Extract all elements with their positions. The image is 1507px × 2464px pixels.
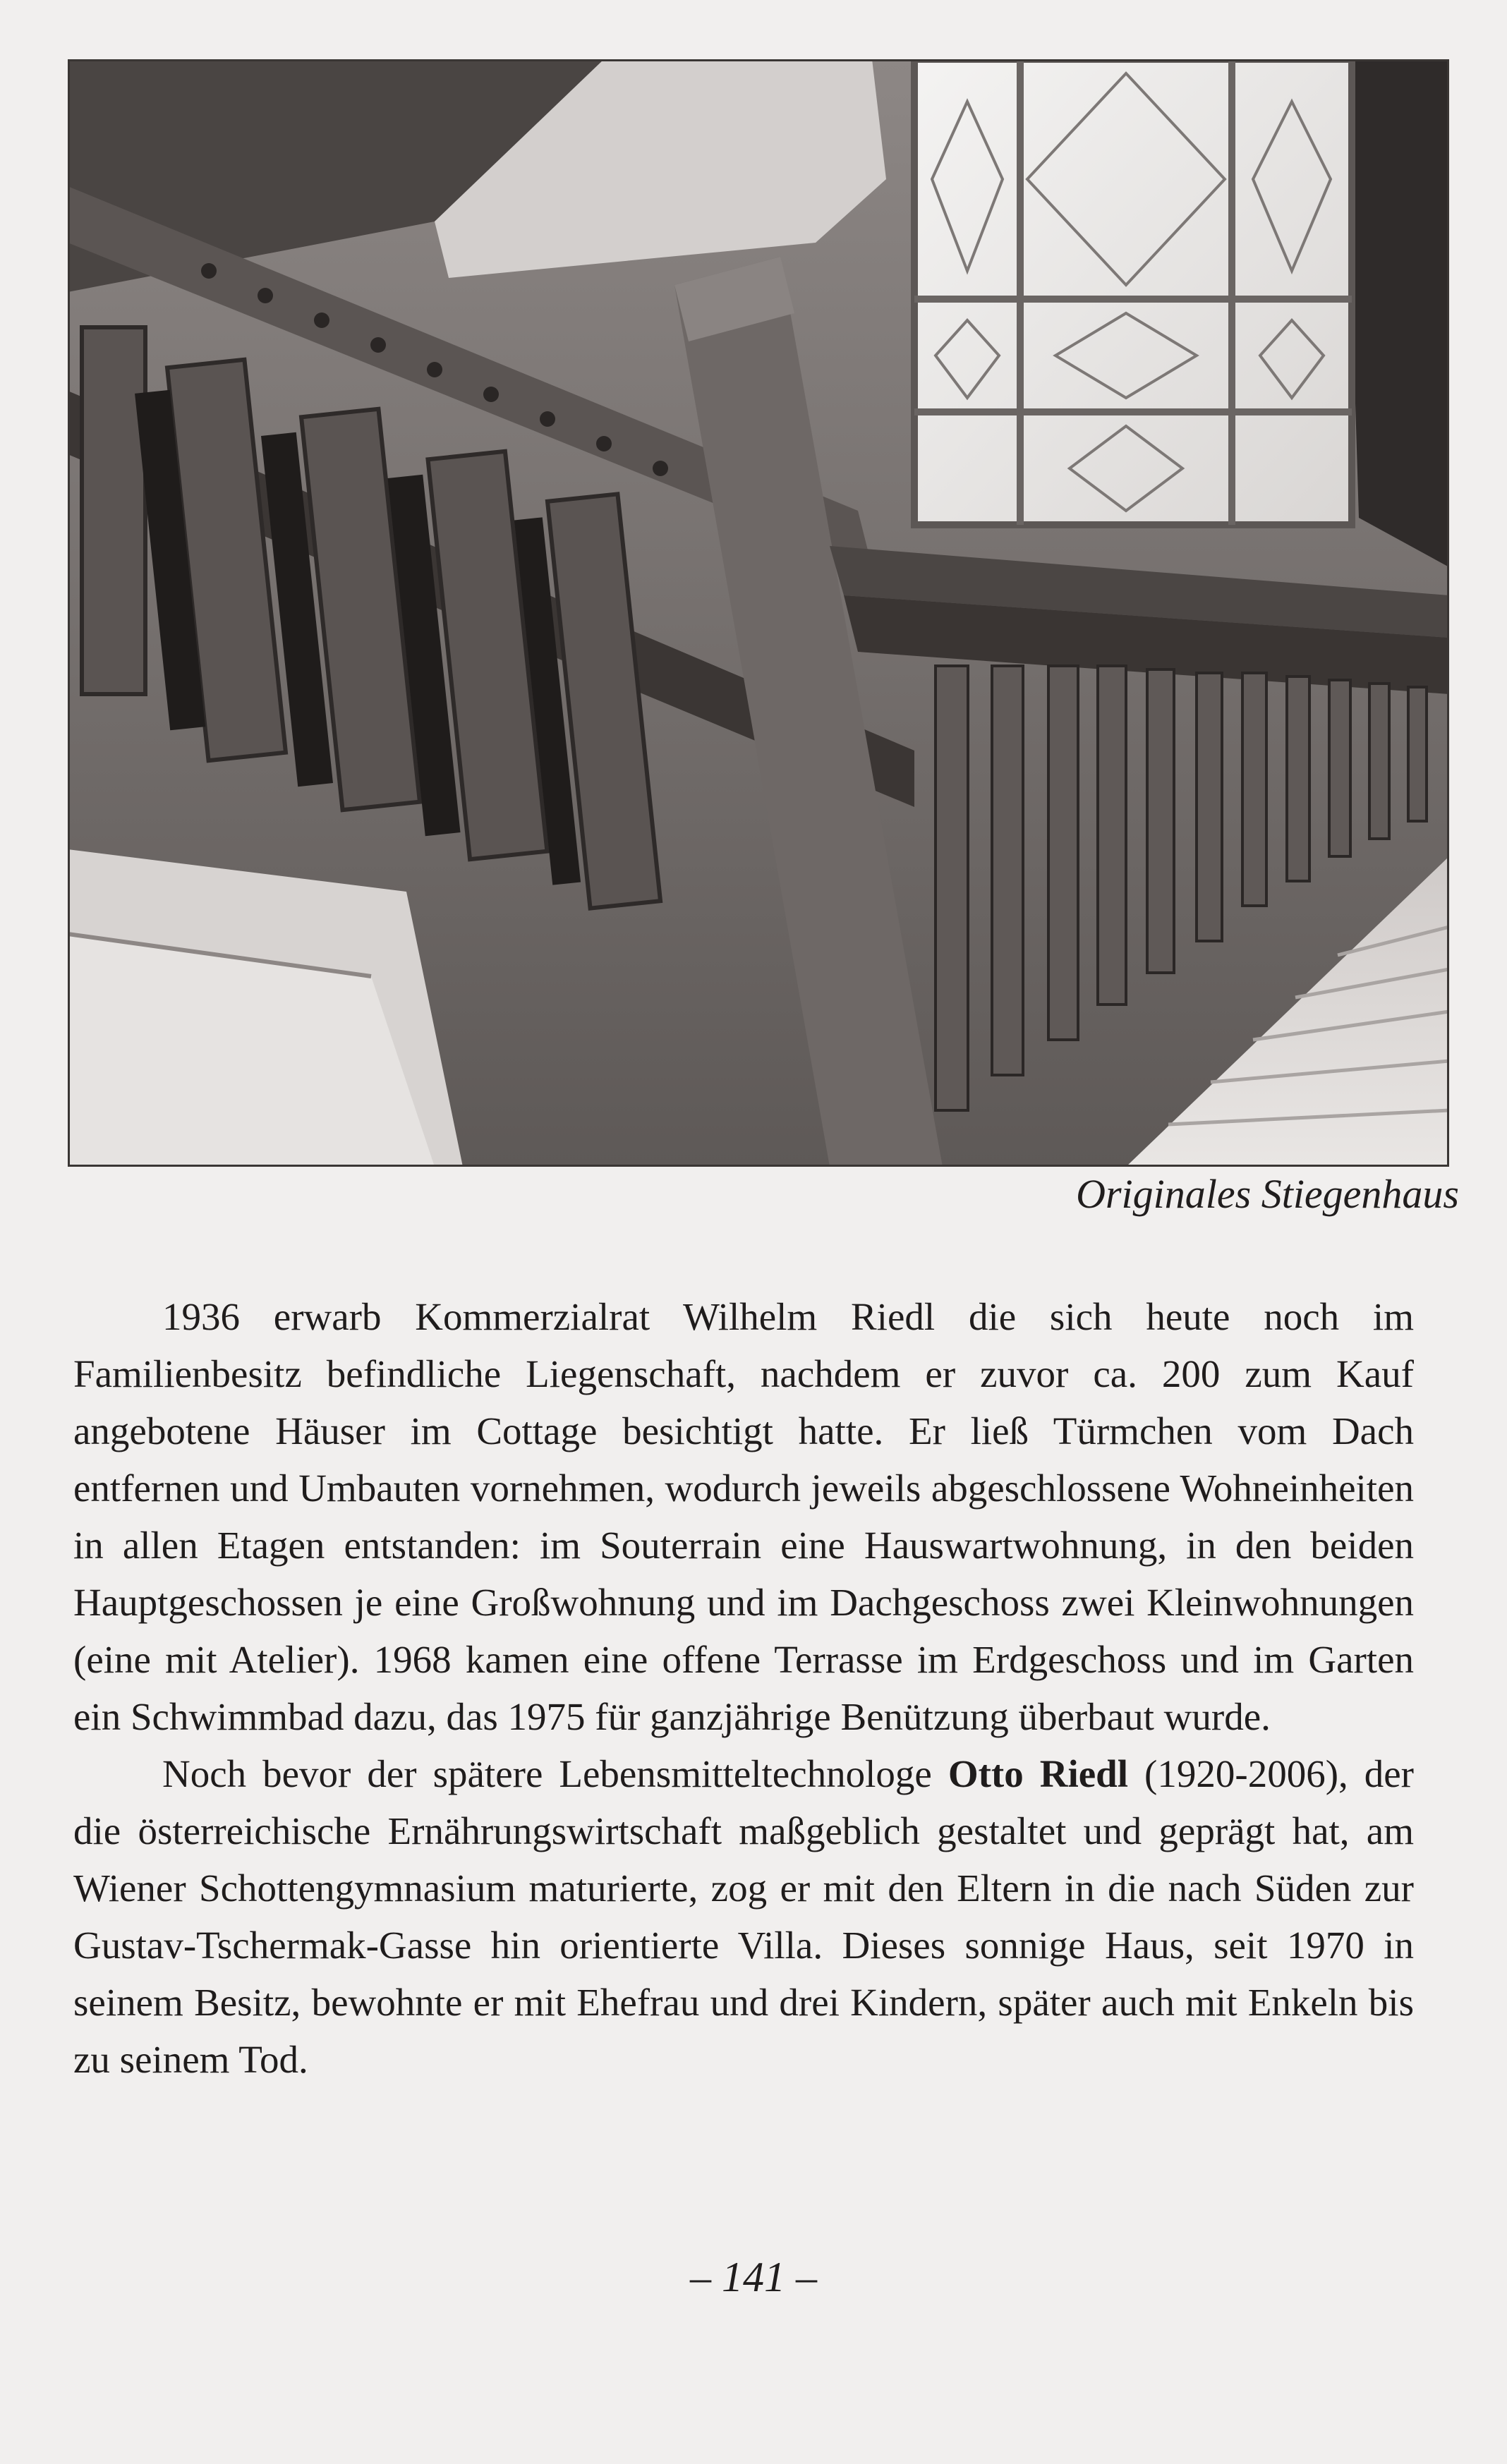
- window: [914, 59, 1352, 525]
- photo-caption: Originales Stiegenhaus: [1076, 1171, 1459, 1217]
- person-name: Otto Riedl: [948, 1752, 1129, 1795]
- body-text: [73, 1288, 1414, 2088]
- staircase-photo: [68, 59, 1449, 1167]
- page-number: – 141 –: [690, 2254, 817, 2300]
- paragraph-2: [73, 1745, 1414, 2088]
- paragraph-1: 1936 erwarb Kommerzialrat Wilhelm Riedl die sich heute noch im Familienbesitz befindliche Liegenschaft, nachdem er zuvor ca. 200 zum Kauf angebotene Häuser im Cottage besichtigt hatte. Er ließ Türmchen vom Dach entfernen und Umbauten vornehmen, wodurch jeweils abgeschlossene Wohneinheiten in allen Etagen entstanden: im Souterrain eine Hauswartwohnung, in den beiden Hauptgeschossen je eine Großwohnung und im Dachgeschoss zwei Kleinwohnungen (eine mit Atelier). 1968 kamen eine offene Terrasse im Erdgeschoss und im Garten ein Schwimmbad dazu, das 1975 für ganzjährige Benützung überbaut wurde.: [73, 1295, 1414, 1738]
- paragraph-2-end: (1920-2006), der die österreichische Ernährungswirtschaft maßgeblich gestaltet und geprägt hat, am Wiener Schottengymnasium maturierte, zog er mit den Eltern in die nach Süden zur Gustav-Tschermak-Gasse hin orientierte Villa. Dieses sonnige Haus, seit 1970 in seinem Besitz, bewohnte er mit Ehefrau und drei Kindern, später auch mit Enkeln bis zu seinem Tod.: [73, 1752, 1414, 2081]
- paragraph-2-start: Noch bevor der spätere Lebensmitteltechnologe: [162, 1752, 948, 1795]
